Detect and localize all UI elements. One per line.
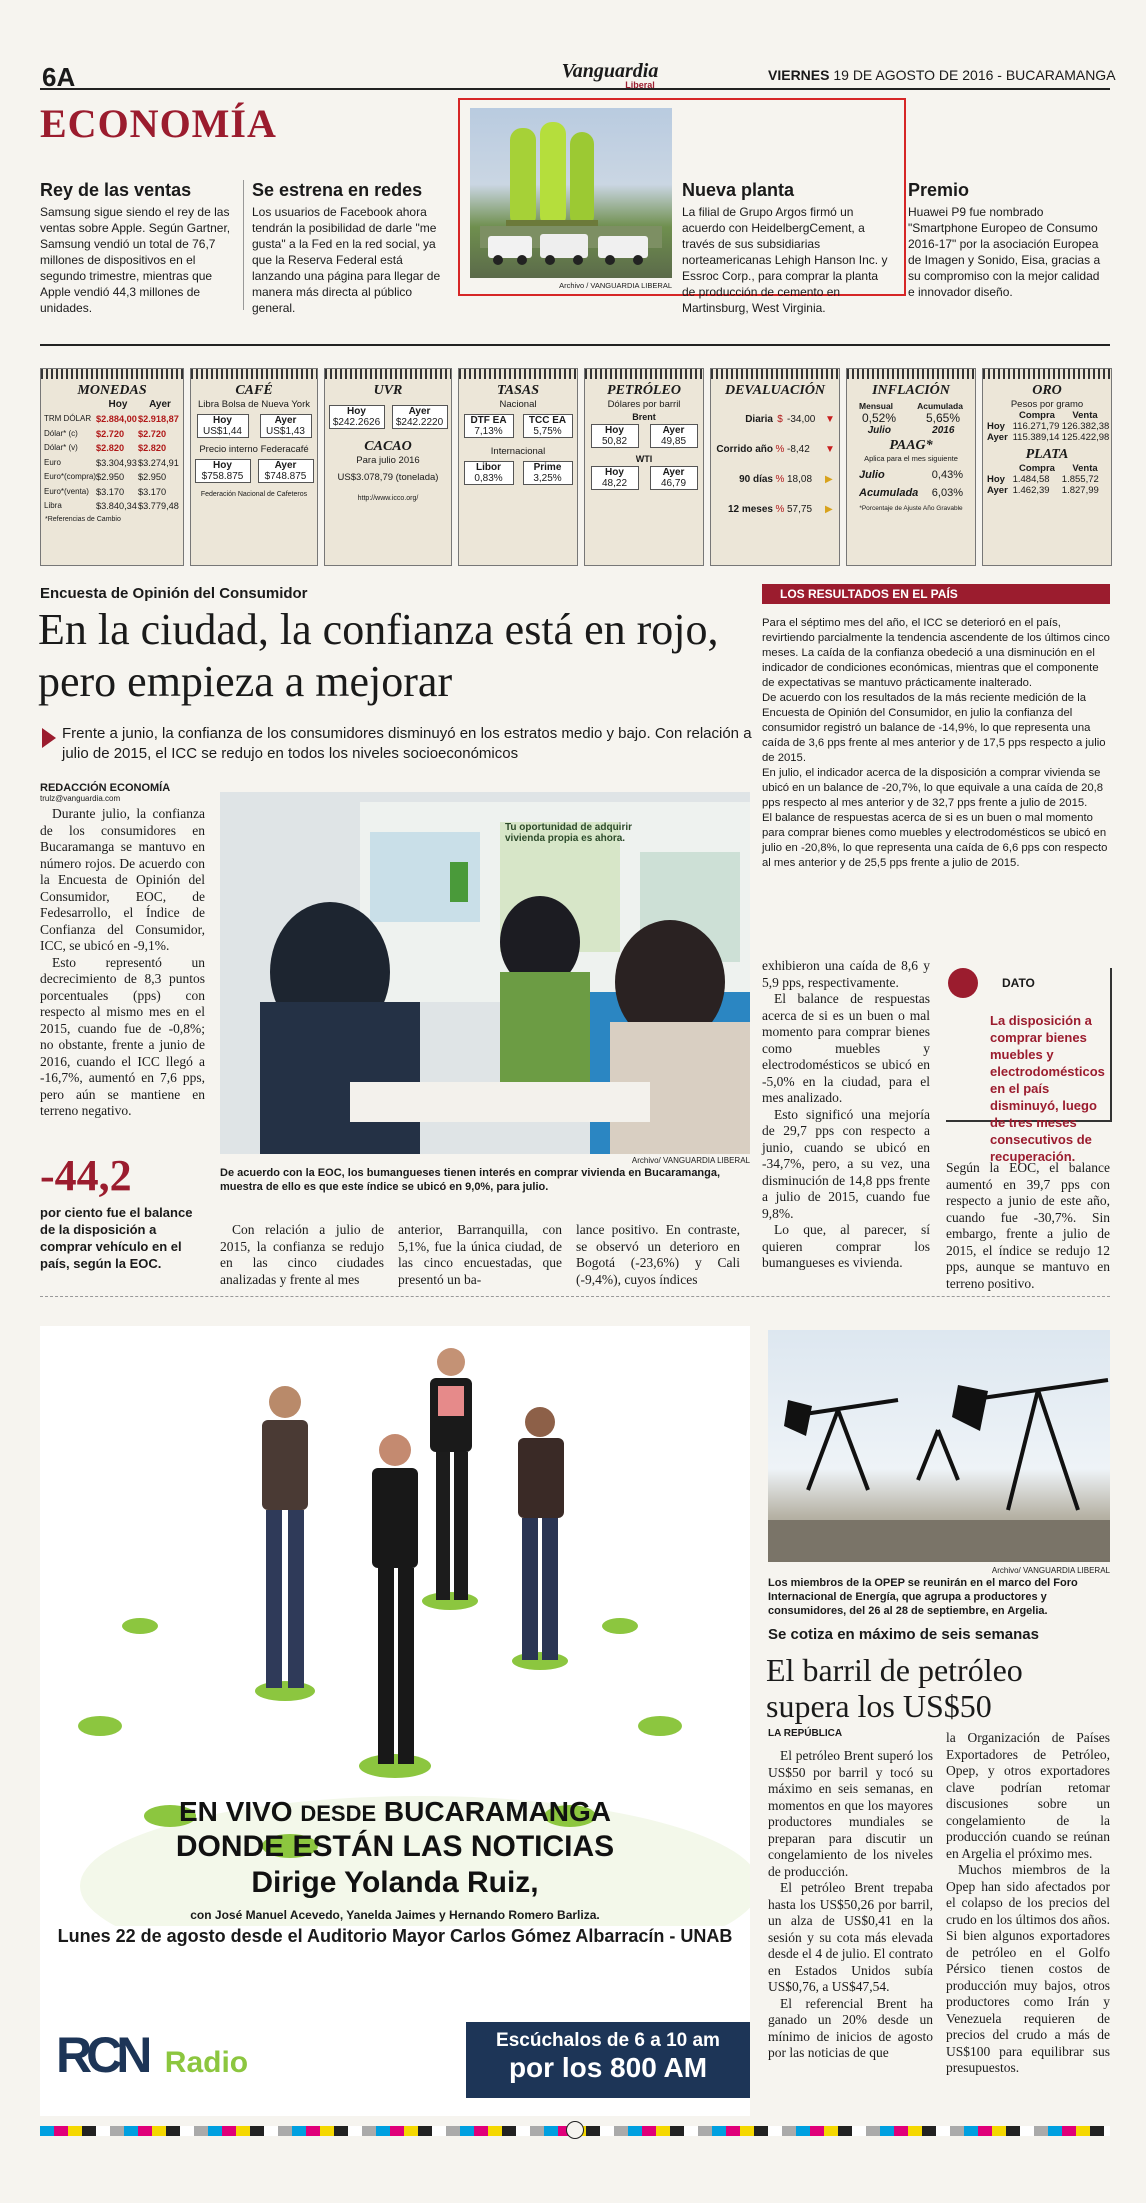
section-rule [40,344,1110,346]
cafe-sub1: Libra Bolsa de Nueva York [198,399,310,410]
row-label: Dólar* (c) [44,428,78,438]
rcn-logo [56,2026,248,2084]
up-arrow-icon: ▶ [825,504,833,515]
col-label: Compra [1019,463,1055,474]
row-value: 57,75 [787,504,813,515]
paragraph: Con relación a julio de 2015, la confianza se redujo en las cinco ciudades analizadas y frente al mes [220,1222,384,1287]
paragraph: Según la EOC, el balance aumentó en 39,7 pps con respecto a junio de este año, cuando fue -30,7%. Sin embargo, frente a julio de 2015, el índice se redujo 12 pps, aunque se mantuvo en terreno positivo. [946,1160,1110,1291]
box-value: US$1,44 [203,426,242,437]
devaluacion-table [711,399,839,525]
box-value: 3,25% [533,473,562,484]
edition-date [768,67,1116,83]
box-label: Hoy [347,406,366,417]
box-label: Ayer [662,425,685,436]
market-title: MONEDAS [77,383,147,398]
row-ayer: $2.820 [138,443,167,453]
brief-title: Se estrena en redes [252,180,423,200]
wti-hoy-box [591,466,639,490]
paragraph: El petróleo Brent trepaba hasta los US$50,26 por barril, un alza de US$0,41 en la sesión y su cota más elevada desde el 4 de julio. El contrato en Estados Unidos subía US$0,76, a US$47,54. [768,1880,933,1994]
box-value: 7,13% [474,426,503,437]
section-title: ECONOMÍA [40,101,277,146]
oil-col2 [946,1730,1110,2077]
row-hoy: $2.884,00 [96,414,137,424]
tasa-dtf-box [464,414,514,438]
row-label: Hoy [987,474,1005,485]
market-tasas [458,368,578,566]
page-number: 6A [42,62,76,92]
oil-pumps-photo [768,1330,1110,1562]
tasas-sub2: Internacional [490,446,546,457]
col-label: Compra [1019,410,1055,421]
registration-mark-icon [566,2121,584,2139]
masthead-sub: Liberal [625,80,655,90]
down-arrow-icon: ▼ [825,414,835,425]
row-label: Diaria [745,414,773,425]
paragraph: De acuerdo con los resultados de la más reciente medición de la Encuesta de Opinión del Consumidor, en julio la confianza del consumidor registró un balance de -14,9%, lo que representa una caída de 3,6 pps frente al mes anterior y de 17,5 pps respecto a julio de 2015. [762,692,1106,764]
article-col1 [40,806,205,1120]
header-rule [40,88,1110,90]
photo-credit: Archivo/ VANGUARDIA LIBERAL [991,1566,1110,1575]
cement-plant-illustration [470,108,672,278]
article-col5 [762,958,930,1272]
market-note: Federación Nacional de Cafeteros [200,491,308,498]
ad-cta-line1: Escúchalos de 6 a 10 am [496,2030,720,2051]
box-value: 48,22 [601,478,628,489]
period-label: 2016 [932,425,955,436]
box-value: 5,75% [533,426,562,437]
uvr-hoy-box [329,405,385,429]
brief-title: Rey de las ventas [40,180,192,200]
rcn-logo-radio: Radio [164,2046,249,2079]
row-label: TRM DÓLAR [44,414,92,423]
market-inflacion [846,368,976,566]
box-value: $242.2220 [395,417,444,428]
tasa-libor-box [464,461,514,485]
sidebar-header [762,584,1110,604]
article-kicker: Encuesta de Opinión del Consumidor [40,585,308,602]
row-label: Dólar* (v) [44,443,78,452]
petroleo-wti: WTI [635,454,653,464]
row-label: Euro*(venta) [44,486,89,496]
article-col2 [220,1222,384,1288]
photo-caption: De acuerdo con la EOC, los bumangueses tienen interés en comprar vivienda en Bucaramanga, muestra de ello es que este índice se ubicó en 9,0%, para julio. [220,1167,721,1193]
ad-line2: DONDE ESTÁN LAS NOTICIAS [175,1830,615,1863]
byline-email: trulz@vanguardia.com [40,794,121,803]
paragraph: El balance de respuestas acerca de si es un buen o mal momento para comprar bienes como muebles y electrodomésticos se ubicó en -5,0% en la ciudad, para el mes analizado. [762,991,930,1105]
box-label: Ayer [274,415,297,426]
photo-credit: Archivo / VANGUARDIA LIBERAL [559,281,672,290]
edition-day: VIERNES [768,67,830,83]
oil-headline: El barril de petróleo supera los US$50 [766,1652,1023,1724]
article-col3 [398,1222,562,1288]
dato-icon [948,968,978,998]
inflacion-mensual: 0,52% [861,411,897,425]
ad-cta [466,2022,750,2098]
oil-pumps-illustration [768,1330,1110,1562]
tasa-tcc-box [523,414,573,438]
market-oro [982,368,1112,566]
paag-julio-label: Julio [859,469,885,481]
box-value: 46,79 [660,478,687,489]
col-label: Venta [1072,463,1098,474]
paragraph: El petróleo Brent superó los US$50 por barril y tocó su máximo en seis semanas, en momentos en que los mayores productores mundiales se preparan para discutir un congelamiento de los niveles de producción. [768,1748,933,1879]
oro-ayer-venta: 125.422,98 [1061,432,1110,443]
brief-premio [908,180,1108,300]
paragraph: Esto representó un decrecimiento de 8,3 puntos porcentuales (pps) con respecto al mismo mes en el 2015, cuando fue de -0,8%; no obstante, frente a junio de 2016, cuando el ICC llegó a -16,7%, aumentó en 7,6 pps, pero aún se mantiene en terreno negativo. [40,954,205,1118]
up-arrow-icon: ▶ [825,474,833,485]
market-title: ORO [1032,383,1062,398]
row-label: 90 días [739,474,773,485]
article-deck: Frente a junio, la confianza de los consumidores disminuyó en los estratos medio y bajo. Con relación a julio de 2015, el ICC se redujo en todos los niveles socioeconómicos [62,725,752,762]
brief-text: Samsung sigue siendo el rey de las ventas sobre Apple. Según Gartner, Samsung vendió un total de 76,7 millones de dispositivos en el segundo trimestre, mientras que Apple vendió 44,3 millones de unidades. [40,205,231,315]
rcn-radio-ad [40,1326,750,2116]
sidebar-title: LOS RESULTADOS EN EL PAÍS [780,587,958,601]
col-ayer: Ayer [149,399,171,410]
cafe-sub2: Precio interno Federacafé [199,444,309,455]
row-hoy: $3.170 [96,486,125,497]
market-title: PETRÓLEO [607,383,681,398]
box-value: US$1,43 [266,426,305,437]
ad-line5: Lunes 22 de agosto desde el Auditorio Mayor Carlos Gómez Albarracín - UNAB [57,1926,733,1946]
paag-acum-label: Acumulada [859,487,919,499]
ad-line1 [40,1796,750,1828]
market-title: INFLACIÓN [872,383,950,398]
box-value: $242.2626 [332,417,381,428]
row-ayer: $3.170 [138,486,167,497]
article-col6 [946,1160,1110,1292]
col-label: Acumulada [917,401,963,411]
market-uvr [324,368,452,566]
paragraph: Lo que, al parecer, sí quieren comprar los bumangueses es vivienda. [762,1222,930,1270]
oil-kicker: Se cotiza en máximo de seis semanas [768,1626,1039,1643]
row-label: Libra [44,501,62,510]
oil-caption: Los miembros de la OPEP se reunirán en el marco del Foro Internacional de Energía, que agrupa a productores y consumidores, del 26 al 28 de septiembre, en Argelia. [768,1577,1078,1617]
col-label: Mensual [859,401,894,411]
box-label: DTF EA [470,415,507,426]
brief-text: Los usuarios de Facebook ahora tendrán la posibilidad de darle "me gusta" a la Fed en la red social, ya que la Reserva Federal está lanzando una página para llegar de manera más directa al público general. [252,205,441,315]
masthead [520,60,700,90]
dato-text: La disposición a comprar bienes muebles y electrodomésticos en el país disminuyó, luego de tres meses consecutivos de recuperación. [990,1013,1105,1164]
row-label: Euro [44,457,61,467]
photo-sign: Tu oportunidad de adquirir vivienda propia es ahora. [505,822,633,844]
box-value: $748.875 [264,471,307,482]
row-hoy: $2.720 [96,428,125,439]
ad-cta-line2: por los 800 AM [508,2052,708,2083]
row-hoy: $3.840,34 [96,501,137,511]
dato-label: DATO [1002,976,1035,990]
box-label: Ayer [274,460,297,471]
row-ayer: $2.950 [138,472,167,482]
row-label: Euro*(compra) [44,472,97,481]
oro-hoy-compra: 116.271,79 [1012,421,1060,432]
paragraph: exhibieron una caída de 8,6 y 5,9 pps, respectivamente. [762,958,930,990]
down-arrow-icon: ▼ [825,444,835,455]
paag-julio-value: 0,43% [931,469,963,481]
cafe-hoy-box [195,459,251,483]
paragraph: la Organización de Países Exportadores de Petróleo, Opep, y otros exportadores clave podrían retomar discusiones sobre un congelamiento de la producción cuando se reúnan en Argelia el próximo mes. [946,1730,1110,1861]
period-label: Julio [867,425,891,436]
row-ayer: $3.779,48 [138,501,179,511]
market-cafe [190,368,318,566]
market-title: TASAS [496,383,540,398]
paragraph: Muchos miembros de la Opep han sido afectados por el colapso de los precios del crudo en los últimos dos años. Si bien algunos exportadores de petróleo en el Golfo Pérsico tienen costos de producción muy bajos, otros productores como Irán y Venezuela requieren de precios del crudo a más de US$100 para equilibrar sus presupuestos. [946,1862,1110,2075]
paag-acum-value: 6,03% [931,487,963,499]
petroleo-brent: Brent [632,412,656,422]
cafe-ayer-box [258,459,314,483]
uvr-ayer-box [392,405,448,429]
cafe-hoy-box [197,414,249,438]
paragraph: Durante julio, la confianza de los consumidores en Bucaramanga se mantuvo en número rojos. De acuerdo con la Encuesta de Opinión del Consumidor, EOC, de Fedesarrollo, el Índice de Confianza del Consumidor, ICC, se ubicó en -9,1%. [40,806,205,953]
dato-box [946,968,1112,1164]
paragraph: Esto significó una mejoría de 29,7 pps con respecto a junio, cuando se ubicó en -34,7%, pero, a su vez, una disminución de 14,8 pps frente a julio de 2015, cuando fue 9,8%. [762,1106,930,1221]
row-label: Hoy [987,421,1005,432]
row-hoy: $2.820 [96,443,125,453]
paag-sub: Aplica para el mes siguiente [864,454,958,463]
paragraph: El referencial Brent ha ganado un 20% desde un mínimo de inicios de agosto por las noticias de que [768,1995,933,2060]
box-label: Hoy [213,460,232,471]
ad-line1-b: DESDE [300,1801,377,1826]
tasa-prime-box [523,461,573,485]
row-value: 18,08 [787,474,813,485]
housing-office-photo [220,792,750,1154]
box-label: Libor [476,462,501,473]
rcn-logo-mark: RCN [56,2027,147,2083]
section-rule [40,1296,1110,1297]
petroleo-sub: Dólares por barril [607,399,681,410]
paag-title: PAAG* [889,438,933,453]
deck-arrow-icon [42,728,56,748]
row-ayer: $3.274,91 [138,457,179,468]
row-value: -34,00 [787,414,816,425]
cement-plant-photo [470,108,672,278]
row-ayer: $2.918,87 [138,414,179,424]
market-monedas [40,368,184,566]
box-label: TCC EA [528,415,567,426]
row-sign: $ [777,414,783,425]
row-value: -8,42 [787,444,810,455]
row-sign: % [775,444,785,455]
ad-line3: Dirige Yolanda Ruiz, [251,1866,539,1899]
box-value: 0,83% [474,473,503,484]
market-note: *Referencias de Cambio [45,515,121,523]
oro-sub: Pesos por gramo [1010,399,1084,410]
row-label: Ayer [987,432,1008,443]
paragraph: En julio, el indicador acerca de la disposición a comprar vivienda se ubicó en un balance de -20,7%, lo que equivale a una caída de 20,8 pps respecto al mes anterior y de 32,7 pps frente a julio de 2015. [762,767,1104,809]
ad-line1-a: EN VIVO [178,1796,293,1827]
brief-divider [243,180,244,310]
box-label: Ayer [662,467,685,478]
row-ayer: $2.720 [138,428,167,439]
brent-ayer-box [650,424,698,448]
monedas-table [41,410,183,516]
row-hoy: $3.304,93 [96,457,137,468]
market-title: DEVALUACIÓN [724,383,826,398]
big-number-text: por ciento fue el balance de la disposición a comprar vehículo en el país, según la EOC. [40,1205,193,1271]
market-title: UVR [373,383,403,398]
cafe-ayer-box [260,414,312,438]
row-sign: % [775,474,785,485]
box-label: Hoy [213,415,232,426]
brief-text: La filial de Grupo Argos firmó un acuerdo con HeidelbergCement, a través de sus subsidiarias norteamericanas Lehigh Hanson Inc. y Essroc Corp., para comprar la planta de producción de cemento en Martinsburg, West Virginia. [682,205,888,315]
ad-line4: con José Manuel Acevedo, Yanelda Jaimes y Hernando Romero Barliza. [190,1908,600,1922]
col-hoy: Hoy [108,399,128,410]
paragraph: anterior, Barranquilla, con 5,1%, fue la única ciudad, de las cinco encuestadas, que presentó un ba- [398,1222,562,1287]
paragraph: El balance de respuestas acerca de si es un buen o mal momento para comprar bienes como muebles y electrodomésticos se ubicó en julio en -20,8%, lo que representa una caída de 6,6 pps con respecto al mes anterior y de 25,5 pps frente a julio de 2015. [762,812,1108,869]
box-value: 49,85 [660,436,687,447]
ad-line1-c: BUCARAMANGA [383,1796,612,1827]
oil-byline: LA REPÚBLICA [768,1728,843,1739]
brief-rey-de-las-ventas [40,180,240,316]
row-label: Corrido año [716,444,773,455]
row-label: Ayer [987,485,1008,496]
inflacion-acumulada: 5,65% [925,411,961,425]
box-label: Hoy [605,425,624,436]
box-label: Prime [533,462,562,473]
box-value: $758.875 [201,471,244,482]
article-headline: En la ciudad, la confianza está en rojo, pero empieza a mejorar [38,605,719,706]
plata-hoy-venta: 1.855,72 [1061,474,1099,485]
row-hoy: $2.950 [96,472,125,482]
plata-ayer-compra: 1.462,39 [1012,485,1050,496]
cacao-value: US$3.078,79 (tonelada) [337,472,439,483]
article-byline [40,782,220,803]
wti-ayer-box [650,466,698,490]
box-label: Ayer [408,406,431,417]
edition-date-rest: 19 DE AGOSTO DE 2016 - BUCARAMANGA [833,67,1116,83]
masthead-name: Vanguardia [561,60,659,82]
sidebar-text [762,616,1110,871]
brief-text: Huawei P9 fue nombrado "Smartphone Europeo de Consumo 2016-17" por la asociación Europea de Imagen y Sonido, Eisa, gracias a su compromiso con la mejor calidad e innovador diseño. [908,205,1101,299]
oro-ayer-compra: 115.389,14 [1012,432,1060,443]
big-number: -44,2 [40,1151,132,1200]
row-sign: % [775,504,785,515]
cacao-title: CACAO [364,439,412,454]
box-value: 50,82 [601,436,628,447]
housing-office-illustration [220,792,750,1154]
paragraph: lance positivo. En contraste, se observó un deterioro en Bogotá (-23,6%) y Cali (-9,4%), cuyos índices [576,1222,740,1287]
oro-hoy-venta: 126.382,38 [1061,421,1110,432]
brief-se-estrena-en-redes [252,180,452,316]
byline-name: REDACCIÓN ECONOMÍA [40,782,171,794]
market-title: CAFÉ [235,383,273,398]
box-label: Hoy [605,467,624,478]
market-petroleo [584,368,704,566]
brent-hoy-box [591,424,639,448]
market-devaluacion [710,368,840,566]
plata-hoy-compra: 1.484,58 [1012,474,1050,485]
photo-credit: Archivo/ VANGUARDIA LIBERAL [631,1156,750,1165]
row-label: 12 meses [727,504,773,515]
article-col4 [576,1222,740,1288]
tasas-sub1: Nacional [499,399,537,410]
plata-ayer-venta: 1.827,99 [1061,485,1099,496]
market-note: *Porcentaje de Ajuste Año Gravable [859,505,963,512]
oil-col1 [768,1748,933,2062]
brief-title: Premio [908,180,970,200]
market-note: http://www.icco.org/ [357,495,419,502]
brief-title: Nueva planta [682,180,795,200]
cacao-sub: Para julio 2016 [356,455,420,466]
col-label: Venta [1072,410,1098,421]
plata-title: PLATA [1025,447,1069,462]
brief-nueva-planta [682,180,894,316]
paragraph: Para el séptimo mes del año, el ICC se deterioró en el país, revirtiendo parcialmente la tendencia ascendente de los últimos cinco meses. La caída de la confianza obedeció a una disminución en el indicador de condiciones económicas, mientras que el componente de expectativas se mantuvo prácticamente inalterado. [762,617,1110,689]
